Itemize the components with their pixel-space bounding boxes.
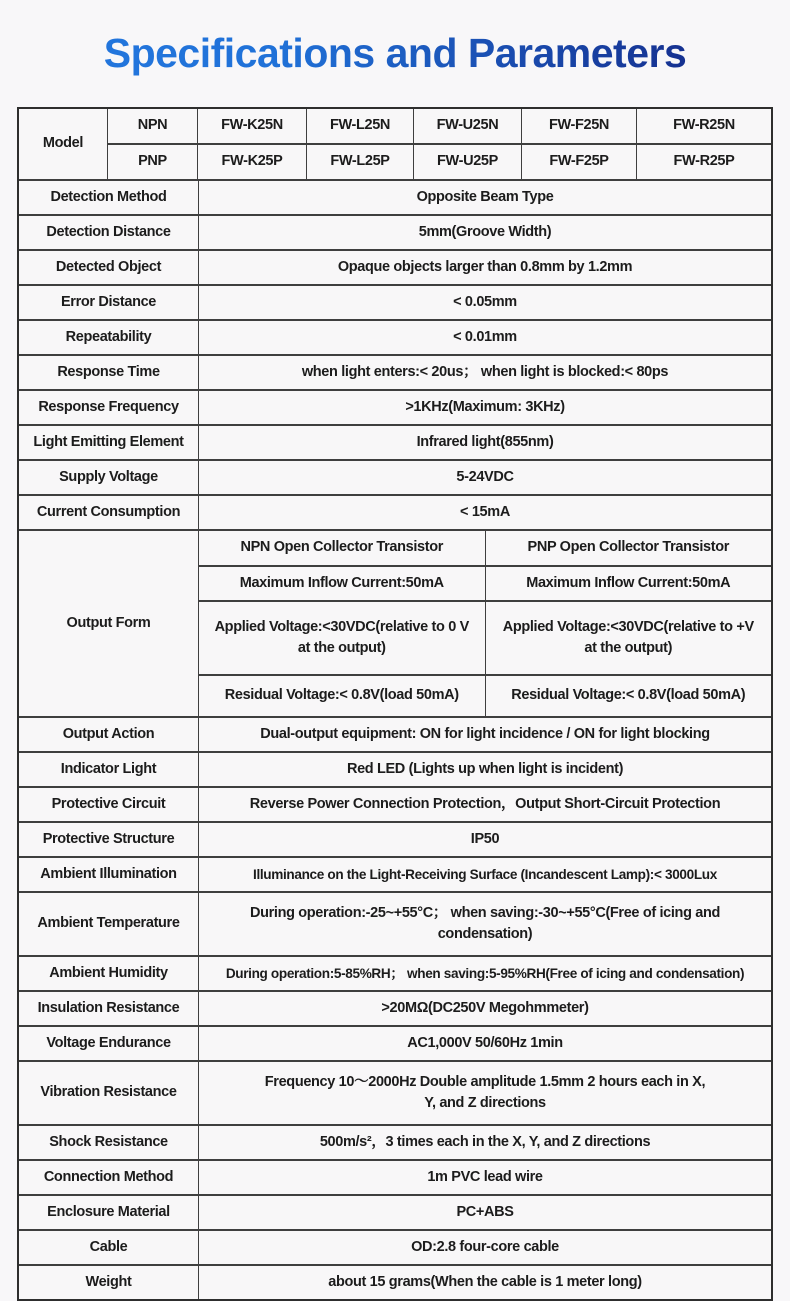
spec-value: During operation:5-85%RH； when saving:5-95%RH(Free of icing and condensation) <box>225 965 745 981</box>
output-form-npn-voltage: Applied Voltage:<30VDC(relative to 0 V at the output) <box>199 602 486 674</box>
output-form-row-type <box>199 531 771 565</box>
spec-label: Error Distance <box>19 286 199 319</box>
spec-label: Response Time <box>19 356 199 389</box>
spec-value: 5mm(Groove Width) <box>418 223 552 240</box>
spec-label: Output Action <box>19 718 199 751</box>
model-type-npn: NPN <box>108 109 198 143</box>
spec-label: Detected Object <box>19 251 199 284</box>
spec-label: Connection Method <box>19 1161 199 1194</box>
spec-label: Current Consumption <box>19 496 199 529</box>
model-variants <box>108 109 771 179</box>
spec-label: Ambient Temperature <box>19 893 199 955</box>
spec-value: 500m/s²，3 times each in the X, Y, and Z directions <box>319 1133 651 1150</box>
spec-value: >1KHz(Maximum: 3KHz) <box>405 398 565 415</box>
spec-value: < 15mA <box>460 503 510 520</box>
output-form-row-current <box>199 565 771 600</box>
spec-row-error-distance <box>19 284 771 319</box>
spec-row-light-emitting-element <box>19 424 771 459</box>
spec-value: 5-24VDC <box>456 468 514 485</box>
spec-value: AC1,000V 50/60Hz 1min <box>407 1034 563 1051</box>
spec-row-output-action <box>19 716 771 751</box>
spec-row-response-frequency <box>19 389 771 424</box>
spec-value: Reverse Power Connection Protection，Output Short-Circuit Protection <box>249 795 721 812</box>
spec-label: Light Emitting Element <box>19 426 199 459</box>
model-row-npn <box>108 109 771 143</box>
output-form-row-voltage <box>199 600 771 674</box>
spec-value: < 0.01mm <box>453 328 517 345</box>
spec-label: Insulation Resistance <box>19 992 199 1025</box>
model-name: FW-L25N <box>307 109 414 143</box>
model-name: FW-F25P <box>522 145 637 179</box>
output-form-grid <box>199 531 771 716</box>
spec-row-detection-distance <box>19 214 771 249</box>
output-form-pnp-voltage: Applied Voltage:<30VDC(relative to +V at the output) <box>502 618 754 656</box>
spec-row-weight <box>19 1264 771 1299</box>
spec-value: Frequency 10～2000Hz Double amplitude 1.5mm 2 hours each in X, Y, and Z directions <box>264 1073 706 1111</box>
spec-label: Cable <box>19 1231 199 1264</box>
spec-label: Ambient Illumination <box>19 858 199 891</box>
spec-value: During operation:-25~+55°C； when saving:-30~+55°C(Free of icing and condensation) <box>250 904 720 942</box>
spec-label: Detection Method <box>19 181 199 214</box>
spec-value: Opaque objects larger than 0.8mm by 1.2mm <box>337 258 633 275</box>
spec-row-ambient-illumination <box>19 856 771 891</box>
spec-label: Indicator Light <box>19 753 199 786</box>
spec-row-ambient-humidity <box>19 955 771 990</box>
spec-row-connection-method <box>19 1159 771 1194</box>
model-name: FW-R25P <box>673 153 735 170</box>
spec-label: Protective Structure <box>19 823 199 856</box>
spec-label: Weight <box>19 1266 199 1299</box>
output-form-npn-residual: Residual Voltage:< 0.8V(load 50mA) <box>199 676 486 716</box>
model-name: FW-U25N <box>414 109 522 143</box>
spec-row-repeatability <box>19 319 771 354</box>
spec-row-detection-method <box>19 179 771 214</box>
specifications-table <box>17 107 773 1301</box>
output-form-pnp-residual: Residual Voltage:< 0.8V(load 50mA) <box>511 687 746 704</box>
spec-label: Voltage Endurance <box>19 1027 199 1060</box>
spec-value: Illuminance on the Light-Receiving Surface (Incandescent Lamp):< 3000Lux <box>253 866 717 882</box>
model-name: FW-R25N <box>673 117 735 134</box>
spec-label: Enclosure Material <box>19 1196 199 1229</box>
spec-value: >20MΩ(DC250V Megohmmeter) <box>381 999 589 1016</box>
spec-label: Supply Voltage <box>19 461 199 494</box>
spec-value: Dual-output equipment: ON for light incidence / ON for light blocking <box>260 725 710 742</box>
spec-row-current-consumption <box>19 494 771 529</box>
model-name: FW-K25P <box>198 145 307 179</box>
spec-row-protective-circuit <box>19 786 771 821</box>
model-name: FW-K25N <box>198 109 307 143</box>
spec-value: Red LED (Lights up when light is incident) <box>346 760 624 777</box>
spec-row-insulation-resistance <box>19 990 771 1025</box>
spec-label: Shock Resistance <box>19 1126 199 1159</box>
spec-row-indicator-light <box>19 751 771 786</box>
spec-row-detected-object <box>19 249 771 284</box>
spec-value: when light enters:< 20us； when light is blocked:< 80ps <box>301 363 669 380</box>
spec-value: IP50 <box>470 830 500 847</box>
spec-row-response-time <box>19 354 771 389</box>
spec-label: Output Form <box>19 531 199 716</box>
output-form-pnp-current: Maximum Inflow Current:50mA <box>526 574 731 591</box>
model-name: FW-L25P <box>307 145 414 179</box>
spec-row-enclosure-material <box>19 1194 771 1229</box>
spec-row-shock-resistance <box>19 1124 771 1159</box>
spec-row-cable <box>19 1229 771 1264</box>
spec-label: Protective Circuit <box>19 788 199 821</box>
spec-label: Vibration Resistance <box>19 1062 199 1124</box>
spec-value: Infrared light(855nm) <box>416 433 554 450</box>
model-row-pnp <box>108 143 771 179</box>
page-title: Specifications and Parameters <box>0 30 790 77</box>
spec-row-supply-voltage <box>19 459 771 494</box>
model-name: FW-F25N <box>522 109 637 143</box>
spec-value: PC+ABS <box>456 1203 514 1220</box>
spec-row-protective-structure <box>19 821 771 856</box>
model-type-pnp: PNP <box>108 145 198 179</box>
output-form-npn-current: Maximum Inflow Current:50mA <box>199 567 486 600</box>
spec-value: 1m PVC lead wire <box>427 1168 543 1185</box>
model-label: Model <box>19 109 108 179</box>
spec-label: Repeatability <box>19 321 199 354</box>
spec-row-voltage-endurance <box>19 1025 771 1060</box>
spec-label: Detection Distance <box>19 216 199 249</box>
spec-value: Opposite Beam Type <box>416 188 554 205</box>
output-form-pnp-type: PNP Open Collector Transistor <box>527 539 729 556</box>
spec-label: Response Frequency <box>19 391 199 424</box>
spec-value: OD:2.8 four-core cable <box>411 1238 559 1255</box>
output-form-npn-type: NPN Open Collector Transistor <box>199 531 486 565</box>
spec-value: < 0.05mm <box>453 293 517 310</box>
spec-row-ambient-temperature <box>19 891 771 955</box>
model-name: FW-U25P <box>414 145 522 179</box>
output-form-section <box>19 529 771 716</box>
model-row-group <box>19 109 771 179</box>
spec-label: Ambient Humidity <box>19 957 199 990</box>
spec-row-vibration-resistance <box>19 1060 771 1124</box>
spec-value: about 15 grams(When the cable is 1 meter long) <box>328 1273 642 1290</box>
output-form-row-residual <box>199 674 771 716</box>
